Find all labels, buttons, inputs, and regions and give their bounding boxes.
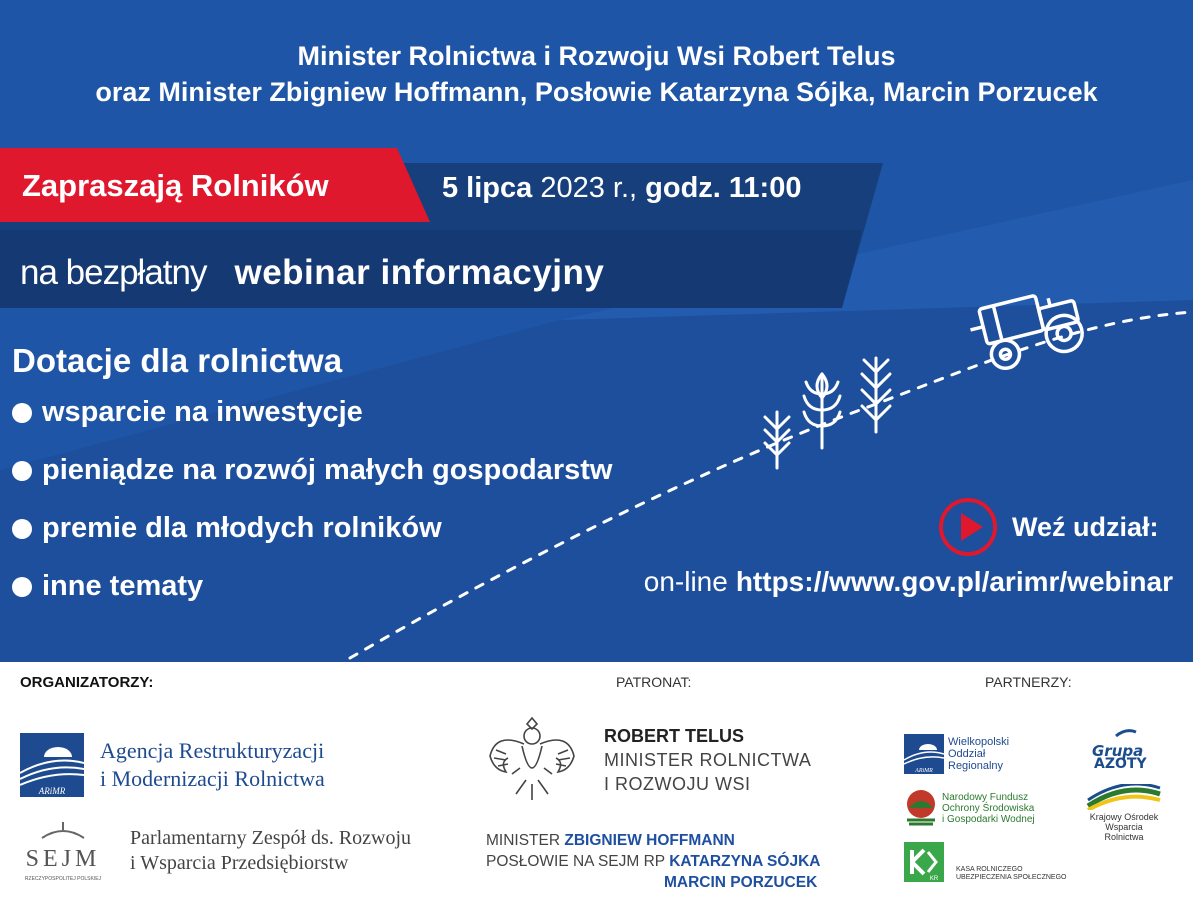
sejm-team-name [130, 826, 411, 876]
partner-krus-line-2: UBEZPIECZENIA SPOŁECZNEGO [956, 874, 1067, 881]
partner-nfosigw-line-3: i Gospodarki Wodnej [942, 814, 1035, 825]
partner-wielkopolski-line-3: Regionalny [948, 760, 1004, 772]
patronage-label: PATRONAT: [616, 674, 692, 690]
partner-kowr-line-1: Krajowy Ośrodek [1089, 812, 1159, 822]
event-date-day: 5 lipca [442, 172, 533, 204]
mp-name-1: KATARZYNA SÓJKA [669, 853, 821, 870]
topic-text: wsparcie na inwestycje [42, 396, 363, 428]
online-label: on-line [643, 566, 728, 597]
krus-logo-text: KR [929, 876, 939, 882]
webinar-url-link[interactable]: https://www.gov.pl/arimr/webinar [735, 566, 1173, 597]
sejm-logo [20, 820, 106, 884]
sejm-logo-text: SEJM [25, 846, 101, 872]
azoty-logo-bottom: AZOTY [1094, 756, 1147, 772]
join-label: Weź udział: [1012, 512, 1159, 542]
arimr-logo [20, 733, 84, 797]
partner-wielkopolski [948, 736, 1009, 772]
officials-block [486, 830, 820, 893]
event-time: godz. 11:00 [645, 172, 802, 204]
mps-prefix: POSŁOWIE NA SEJM RP [486, 853, 670, 870]
event-date-year: 2023 r., [532, 172, 646, 204]
partner-krus-line-1: KASA ROLNICZEGO [956, 866, 1023, 873]
minister-name: ZBIGNIEW HOFFMANN [564, 832, 735, 849]
partner-wielkopolski-line-2: Oddział [948, 748, 986, 760]
sejm-team-line-1: Parlamentarny Zespół ds. Rozwoju [130, 827, 412, 849]
headline-line-2: oraz Minister Zbigniew Hoffmann, Posłowie Katarzyna Sójka, Marcin Porzucek [95, 77, 1098, 107]
patron-title-1: MINISTER ROLNICTWA [604, 750, 812, 770]
arimr-name-line-2: i Modernizacji Rolnictwa [100, 766, 325, 791]
partner-nfosigw [942, 792, 1035, 825]
arimr-logo-text: ARiMR [38, 786, 66, 796]
arimr-name-line-1: Agencja Restrukturyzacji [100, 738, 325, 763]
minister-prefix: MINISTER [486, 832, 565, 849]
partner-krus [956, 866, 1066, 882]
topics-title: Dotacje dla rolnictwa [12, 342, 343, 379]
tractor-icon [966, 286, 1086, 374]
partner-nfosigw-line-1: Narodowy Fundusz [942, 792, 1029, 803]
arimr-regional-logo [904, 734, 944, 774]
eagle-emblem-icon [486, 710, 578, 808]
topic-text: pieniądze na rozwój małych gospodarstw [42, 454, 613, 486]
wheat-icon [765, 358, 890, 468]
azoty-logo-mark [1114, 728, 1138, 738]
play-icon[interactable] [937, 496, 999, 558]
sejm-team-line-2: i Wsparcia Przedsiębiorstw [130, 852, 349, 874]
arimr-name [100, 737, 325, 793]
partner-kowr-line-2: Wsparcia Rolnictwa [1104, 822, 1144, 842]
webinar-title-light: na bezpłatny [20, 253, 207, 292]
topic-text: premie dla młodych rolników [42, 512, 442, 544]
sejm-logo-subtitle: RZECZYPOSPOLITEJ POLSKIEJ [24, 876, 102, 882]
invite-tag-text: Zapraszają Rolników [22, 168, 329, 203]
topic-text: inne tematy [42, 570, 204, 602]
krus-logo [904, 842, 944, 882]
patron-title-2: I ROZWOJU WSI [604, 774, 751, 794]
patron-name: ROBERT TELUS [604, 726, 745, 746]
mp-name-2: MARCIN PORZUCEK [664, 874, 818, 891]
partner-kowr [1086, 812, 1162, 842]
webinar-title-bold: webinar informacyjny [234, 253, 605, 292]
online-link-row [644, 566, 1173, 598]
arimr-regional-logo-text: ARiMR [915, 768, 933, 774]
partner-wielkopolski-line-1: Wielkopolski [948, 736, 1010, 748]
nfosigw-logo [904, 788, 938, 828]
organizers-label: ORGANIZATORZY: [20, 674, 154, 691]
headline-line-1: Minister Rolnictwa i Rozwoju Wsi Robert Telus [297, 41, 896, 71]
partners-label: PARTNERZY: [985, 674, 1072, 690]
azoty-logo-top: Grupa [1092, 742, 1144, 760]
partner-nfosigw-line-2: Ochrony Środowiska [942, 803, 1035, 814]
kowr-logo [1086, 784, 1162, 810]
patron-block [604, 724, 811, 796]
